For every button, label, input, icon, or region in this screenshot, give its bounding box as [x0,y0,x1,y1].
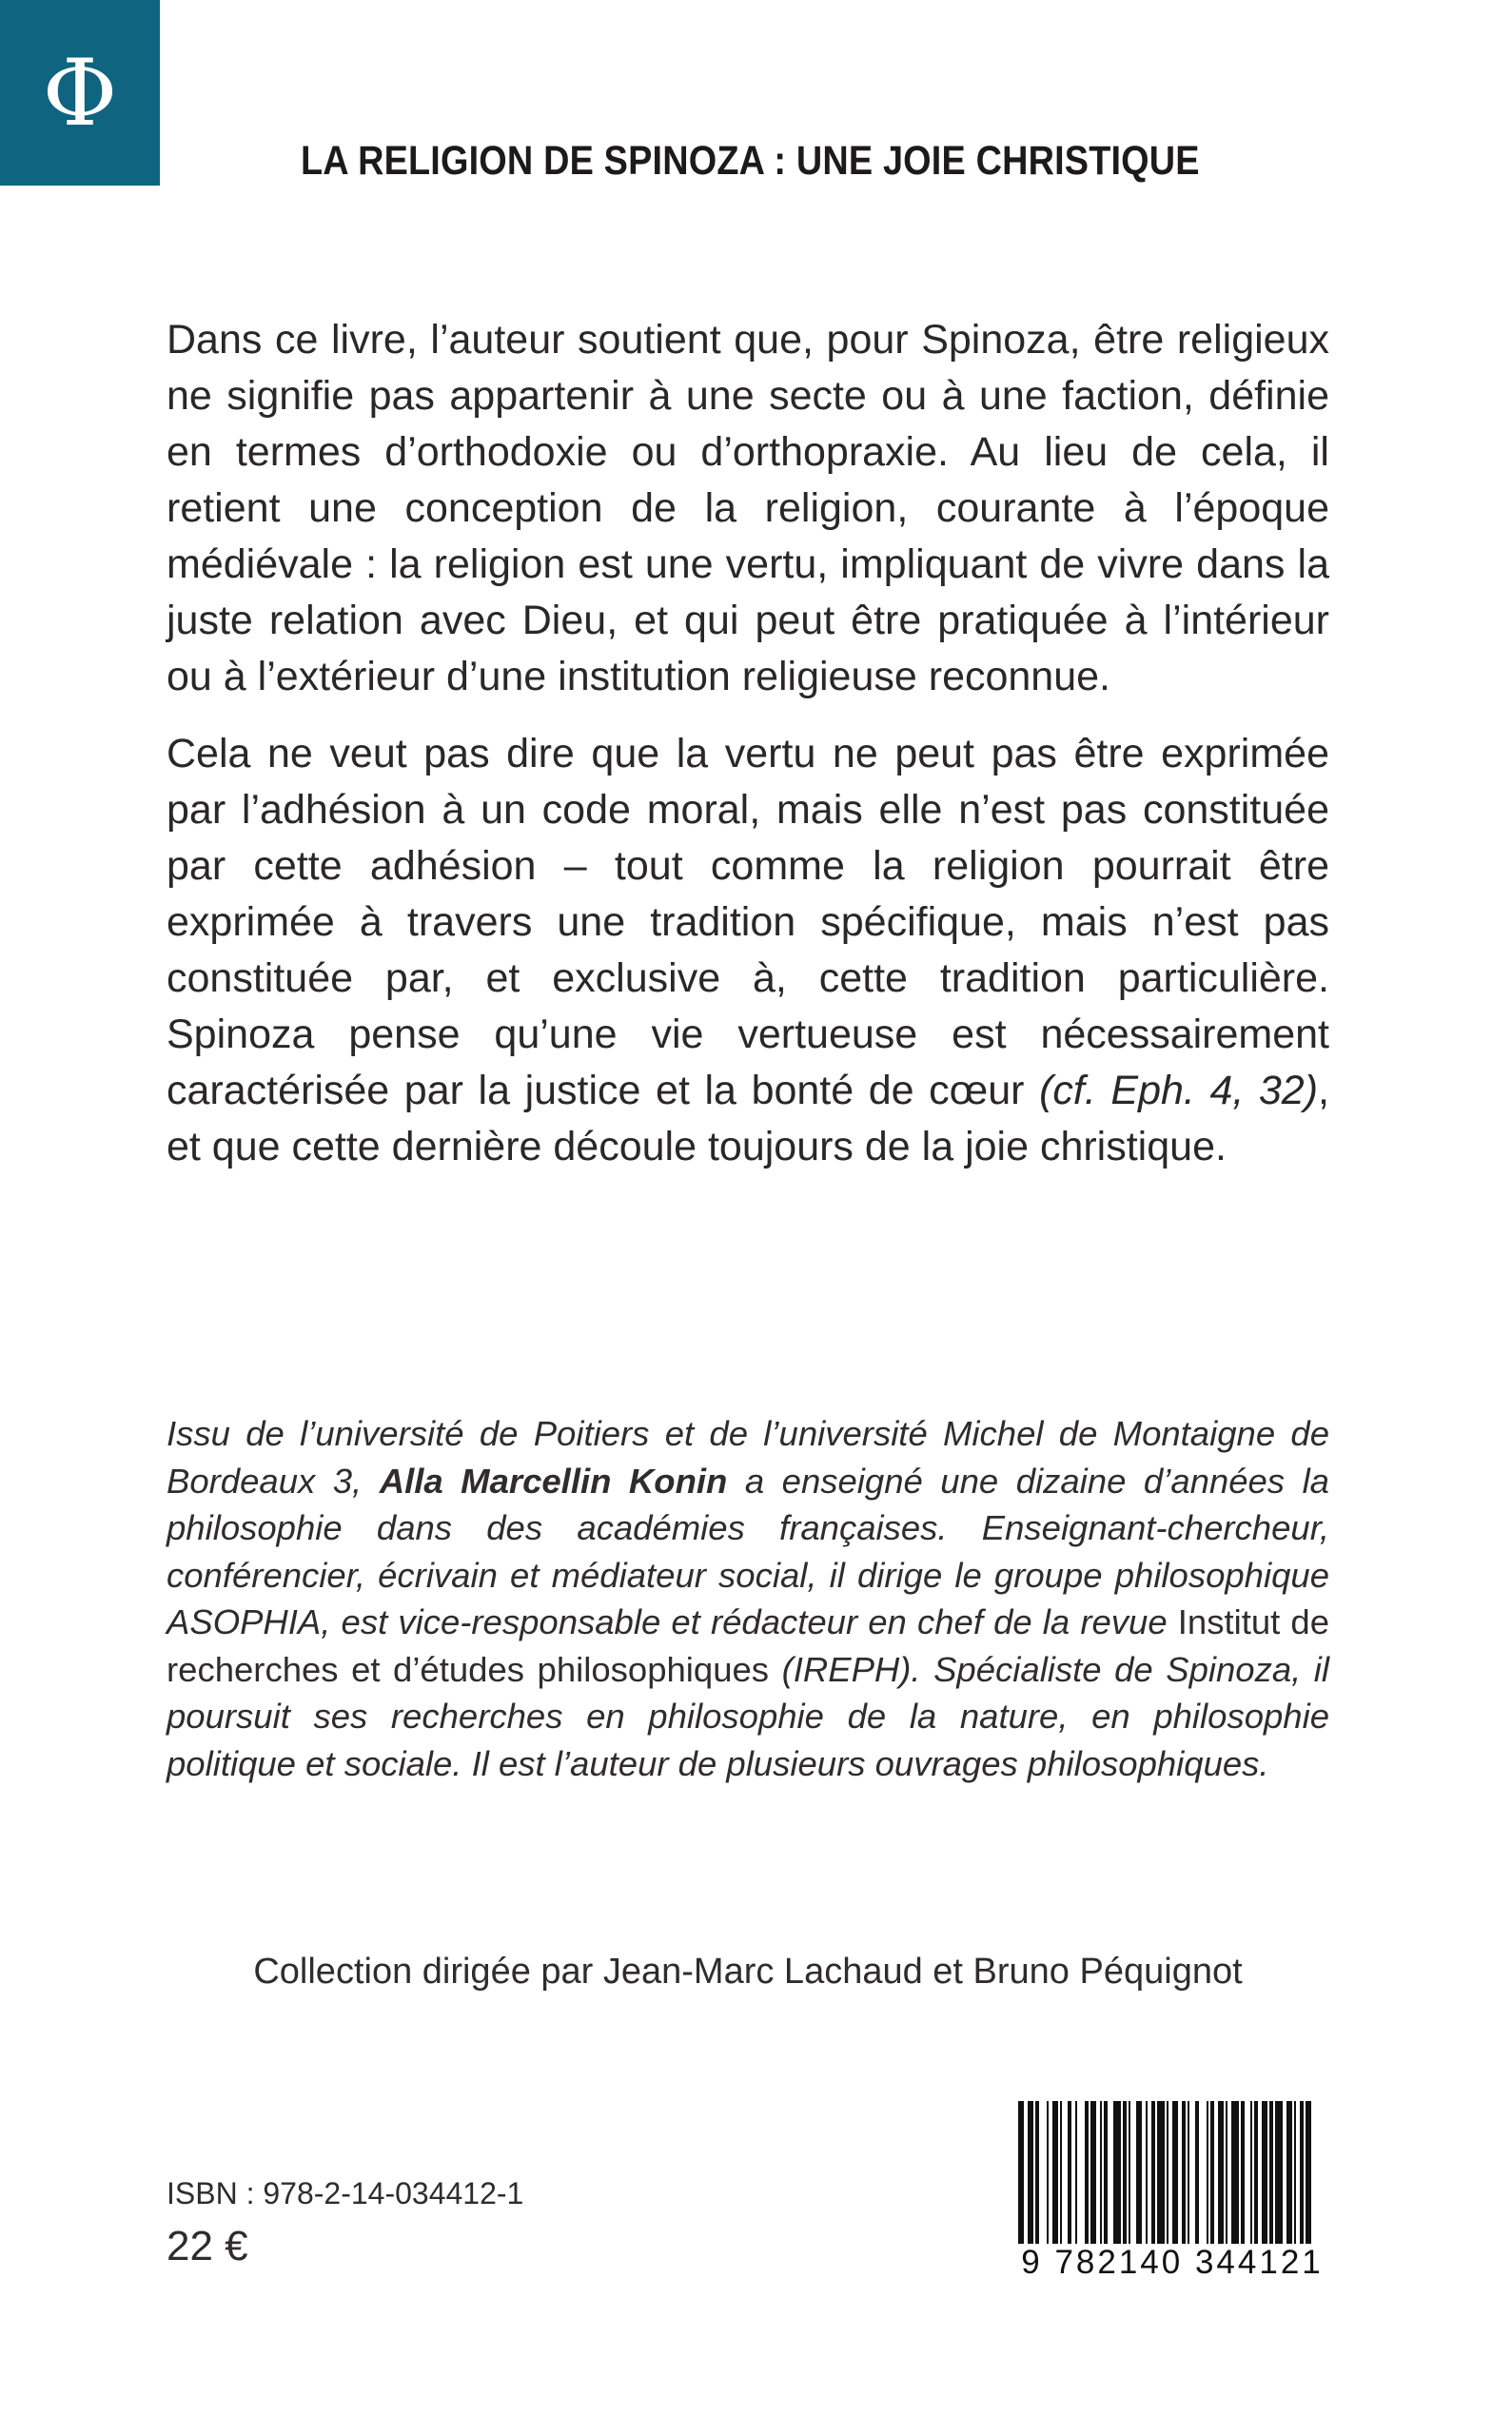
publisher-logo [0,0,160,186]
bible-reference: (cf. Eph. 4, 32) [1039,1068,1319,1113]
bio-intro: Issu de l’université de Poitiers et de l’université Michel de Montaigne de Bordeaux 3, [167,1414,1329,1501]
summary-paragraph-2-end: , et que cette dernière découle toujours de la joie christique. [167,1068,1329,1169]
author-name: Alla Marcellin Konin [379,1461,728,1501]
phi-icon: Φ [42,39,118,147]
bio-part-1: a enseigné une dizaine d’années la philosophie dans des académies françaises. Enseignant-chercheur, conférencier, écrivain et médiateur social, il dirige le groupe philosophique ASOPHIA, est vice-responsable et rédacteur en chef de la revue [167,1461,1329,1641]
book-title: LA RELIGION DE SPINOZA : UNE JOIE CHRISTIQUE [301,138,1200,184]
bio-part-2: (IREPH). Spécialiste de Spinoza, il poursuit ses recherches en philosophie de la nature, en philosophie politique et sociale. Il est l’auteur de plusieurs ouvrages philosophiques. [167,1649,1329,1783]
isbn: ISBN : 978-2-14-034412-1 [167,2176,524,2210]
collection-credit: Collection dirigée par Jean-Marc Lachaud et Bruno Péquignot [253,1952,1243,1992]
book-summary [167,312,1329,1196]
summary-paragraph-1: Dans ce livre, l’auteur soutient que, pour Spinoza, être religieux ne signifie pas appartenir à une secte ou à une faction, définie en termes d’orthodoxie ou d’orthopraxie. Au lieu de cela, il retient une conception de la religion, courante à l’époque médiévale : la religion est une vertu, impliquant de vivre dans la juste relation avec Dieu, et qui peut être pratiquée à l’intérieur ou à l’extérieur d’une institution religieuse reconnue. [167,317,1329,699]
author-bio [167,1410,1329,1787]
price: 22 € [167,2223,248,2269]
summary-paragraph-2-start: Cela ne veut pas dire que la vertu ne peut pas être exprimée par l’adhésion à un code moral, mais elle n’est pas constituée par cette adhésion – tout comme la religion pourrait être exprimée à travers une tradition spécifique, mais n’est pas constituée par, et exclusive à, cette tradition particulière. Spinoza pense qu’une vie vertueuse est nécessairement caractérisée par la justice et la bonté de cœur [167,731,1329,1113]
summary-paragraph-2 [167,726,1329,1175]
barcode [1011,2101,1334,2282]
journal-name: Institut de recherches et d’études philosophiques [167,1602,1329,1689]
barcode-digits: 9 782140 344121 [1011,2244,1334,2282]
